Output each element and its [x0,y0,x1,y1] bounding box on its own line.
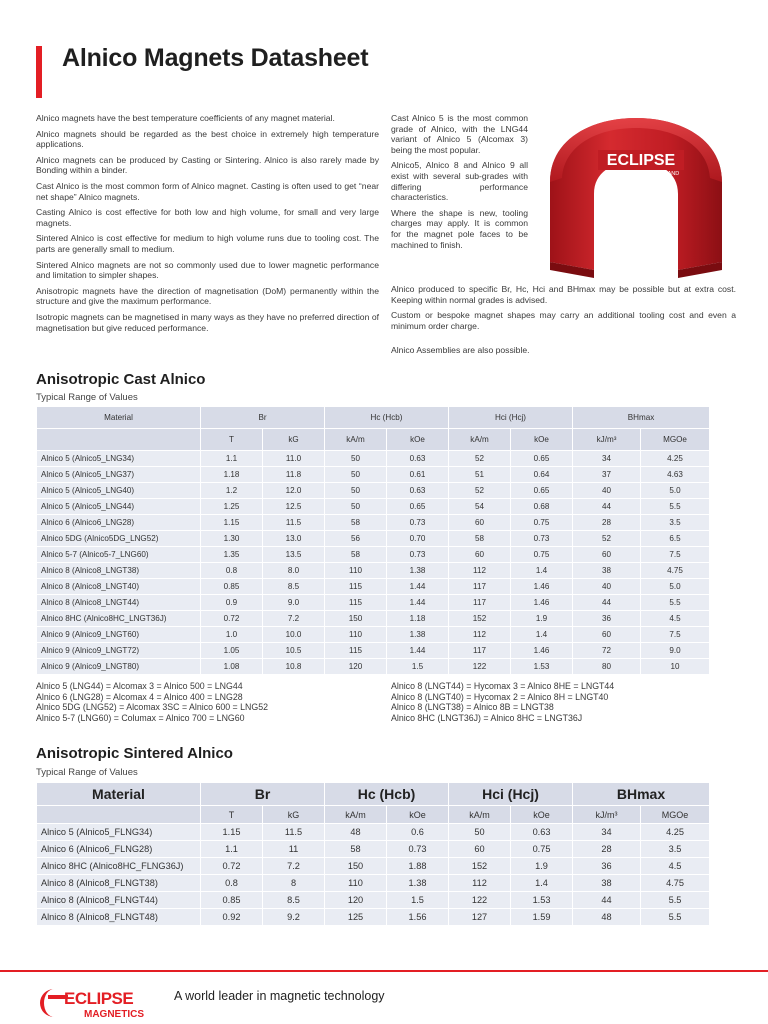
unit-cell: MGOe [641,806,710,824]
equivalent-line: Alnico 6 (LNG28) = Alcomax 4 = Alnico 400 = LNG28 [36,691,243,702]
value-cell: 9.0 [263,595,325,611]
material-cell: Alnico 5DG (Alnico5DG_LNG52) [37,531,201,547]
equivalent-line: Alnico 8 (LNGT38) = Alnico 8B = LNGT38 [391,702,554,713]
sintered-section-subtitle: Typical Range of Values [36,767,138,778]
value-cell: 0.64 [511,467,573,483]
value-cell: 112 [449,563,511,579]
unit-cell: kA/m [325,806,387,824]
value-cell: 58 [325,547,387,563]
value-cell: 1.15 [201,824,263,841]
table-row [37,515,710,531]
value-cell: 8.0 [263,563,325,579]
value-cell: 58 [325,841,387,858]
value-cell: 0.8 [201,563,263,579]
unit-cell: kOe [511,806,573,824]
value-cell: 1.05 [201,643,263,659]
value-cell: 1.44 [387,579,449,595]
intro-paragraph: Alnico Assemblies are also possible. [391,345,530,356]
equivalents-right [391,681,614,723]
value-cell: 50 [449,824,511,841]
value-cell: 7.2 [263,611,325,627]
value-cell: 1.46 [511,643,573,659]
value-cell: 4.75 [641,875,710,892]
value-cell: 1.2 [201,483,263,499]
value-cell: 6.5 [641,531,710,547]
value-cell: 11 [263,841,325,858]
value-cell: 12.5 [263,499,325,515]
value-cell: 60 [449,547,511,563]
value-cell: 60 [449,841,511,858]
unit-cell: kG [263,429,325,451]
value-cell: 1.4 [511,627,573,643]
value-cell: 5.5 [641,595,710,611]
intro-paragraph: Cast Alnico 5 is the most common grade of Alnico, with the LNG44 variant of Alnico 5 (Alcomax 3) being the most popular. [391,113,528,155]
material-cell: Alnico 5 (Alnico5_FLNG34) [37,824,201,841]
value-cell: 3.5 [641,515,710,531]
title-accent-bar [36,46,42,98]
value-cell: 152 [449,611,511,627]
value-cell: 0.72 [201,858,263,875]
value-cell: 1.4 [511,563,573,579]
value-cell: 8 [263,875,325,892]
value-cell: 1.56 [387,909,449,926]
unit-cell: kOe [511,429,573,451]
header-hci: Hci (Hcj) [449,783,573,806]
logo-line2: MAGNETICS [84,1009,144,1020]
value-cell: 1.9 [511,611,573,627]
value-cell: 60 [573,627,641,643]
value-cell: 1.1 [201,451,263,467]
intro-paragraph: Alnico produced to specific Br, Hc, Hci and BHmax may be possible but at extra cost. Keeping within normal grades is advised. [391,284,736,305]
value-cell: 4.75 [641,563,710,579]
value-cell: 4.5 [641,858,710,875]
equivalent-line: Alnico 5-7 (LNG60) = Columax = Alnico 700 = LNG60 [36,712,245,723]
intro-paragraph: Anisotropic magnets have the direction of magnetisation (DoM) permanently within the structure and give the maximum performance. [36,285,379,307]
value-cell: 0.70 [387,531,449,547]
value-cell: 50 [325,499,387,515]
table-row [37,499,710,515]
eclipse-logo-on-magnet [598,150,684,177]
value-cell: 0.73 [511,531,573,547]
value-cell: 58 [449,531,511,547]
value-cell: 127 [449,909,511,926]
table-row [37,659,710,675]
material-cell: Alnico 5 (Alnico5_LNG37) [37,467,201,483]
value-cell: 1.30 [201,531,263,547]
equivalent-line: Alnico 8 (LNGT44) = Hycomax 3 = Alnico 8HE = LNGT44 [391,681,615,691]
material-cell: Alnico 8HC (Alnico8HC_LNGT36J) [37,611,201,627]
value-cell: 115 [325,595,387,611]
material-cell: Alnico 8 (Alnico8_FLNGT44) [37,892,201,909]
value-cell: 56 [325,531,387,547]
intro-left-column [36,113,379,338]
table-row [37,858,710,875]
unit-cell: MGOe [641,429,710,451]
unit-cell: kOe [387,429,449,451]
value-cell: 1.5 [387,659,449,675]
table-row [37,841,710,858]
header-material: Material [37,783,201,806]
value-cell: 1.44 [387,595,449,611]
value-cell: 110 [325,875,387,892]
intro-mid-column [391,113,528,255]
value-cell: 122 [449,892,511,909]
value-cell: 50 [325,483,387,499]
table-row [37,824,710,841]
value-cell: 1.46 [511,579,573,595]
material-cell: Alnico 8 (Alnico8_FLNGT48) [37,909,201,926]
value-cell: 9.2 [263,909,325,926]
table-row [37,611,710,627]
value-cell: 0.63 [387,451,449,467]
value-cell: 10.5 [263,643,325,659]
value-cell: 1.88 [387,858,449,875]
header-material: Material [37,407,201,429]
value-cell: 4.25 [641,824,710,841]
value-cell: 1.1 [201,841,263,858]
intro-paragraph: Sintered Alnico is cost effective for medium to high volume runs due to tooling cost. The parts are generally small to medium. [36,233,379,254]
value-cell: 11.5 [263,515,325,531]
value-cell: 5.0 [641,483,710,499]
value-cell: 5.5 [641,909,710,926]
unit-cell: kG [263,806,325,824]
table-row [37,875,710,892]
value-cell: 1.53 [511,659,573,675]
value-cell: 0.9 [201,595,263,611]
value-cell: 125 [325,909,387,926]
sintered-alnico-table [36,782,710,926]
table-row [37,892,710,909]
intro-right-column [391,284,736,361]
value-cell: 34 [573,451,641,467]
material-cell: Alnico 8 (Alnico8_LNGT44) [37,595,201,611]
value-cell: 60 [449,515,511,531]
table-row [37,483,710,499]
value-cell: 122 [449,659,511,675]
intro-paragraph: Alnico5, Alnico 8 and Alnico 9 all exist with several sub-grades with differing performance characteristics. [391,160,528,203]
intro-paragraph: Casting Alnico is cost effective for both low and high volume, for small and very large magnets. [36,207,379,228]
value-cell: 1.18 [387,611,449,627]
value-cell: 0.65 [511,483,573,499]
value-cell: 51 [449,467,511,483]
equivalent-line: Alnico 8 (LNGT40) = Hycomax 2 = Alnico 8H = LNGT40 [391,691,609,702]
value-cell: 1.9 [511,858,573,875]
sintered-table-body [37,824,710,926]
header-bhmax: BHmax [573,783,710,806]
intro-paragraph: Alnico magnets can be produced by Casting or Sintering. Alnico is also rarely made by Bonding within a binder. [36,154,379,176]
page-title: Alnico Magnets Datasheet [62,44,369,72]
value-cell: 44 [573,595,641,611]
material-cell: Alnico 6 (Alnico6_FLNG28) [37,841,201,858]
equivalents-left [36,681,268,723]
value-cell: 34 [573,824,641,841]
value-cell: 0.85 [201,579,263,595]
value-cell: 40 [573,483,641,499]
value-cell: 0.6 [387,824,449,841]
unit-cell: kJ/m³ [573,429,641,451]
material-cell: Alnico 5-7 (Alnico5-7_LNG60) [37,547,201,563]
value-cell: 0.65 [387,499,449,515]
value-cell: 1.5 [387,892,449,909]
table-row [37,627,710,643]
value-cell: 0.75 [511,841,573,858]
header-bhmax: BHmax [573,407,710,429]
unit-cell: kJ/m³ [573,806,641,824]
value-cell: 0.73 [387,547,449,563]
cast-table-body [37,451,710,675]
value-cell: 0.8 [201,875,263,892]
value-cell: 0.73 [387,515,449,531]
value-cell: 0.63 [387,483,449,499]
material-cell: Alnico 8HC (Alnico8HC_FLNG36J) [37,858,201,875]
header-br: Br [201,783,325,806]
value-cell: 1.38 [387,875,449,892]
value-cell: 115 [325,643,387,659]
header-unit-blank [37,429,201,451]
unit-cell: kOe [387,806,449,824]
unit-cell: kA/m [449,806,511,824]
value-cell: 36 [573,611,641,627]
value-cell: 37 [573,467,641,483]
value-cell: 72 [573,643,641,659]
value-cell: 0.65 [511,451,573,467]
value-cell: 1.0 [201,627,263,643]
value-cell: 5.5 [641,892,710,909]
value-cell: 7.5 [641,627,710,643]
material-cell: Alnico 8 (Alnico8_LNGT38) [37,563,201,579]
table-row [37,643,710,659]
value-cell: 48 [325,824,387,841]
value-cell: 117 [449,579,511,595]
value-cell: 1.25 [201,499,263,515]
value-cell: 1.15 [201,515,263,531]
intro-paragraph: Cast Alnico is the most common form of Alnico magnet. Casting is often used to get “near net shape” Alnico magnets. [36,180,379,202]
value-cell: 11.0 [263,451,325,467]
value-cell: 52 [573,531,641,547]
equivalent-line: Alnico 8HC (LNGT36J) = Alnico 8HC = LNGT36J [391,712,583,723]
value-cell: 4.63 [641,467,710,483]
value-cell: 10.8 [263,659,325,675]
value-cell: 50 [325,451,387,467]
value-cell: 110 [325,627,387,643]
value-cell: 0.85 [201,892,263,909]
value-cell: 13.0 [263,531,325,547]
table-row [37,579,710,595]
value-cell: 3.5 [641,841,710,858]
value-cell: 0.73 [387,841,449,858]
intro-paragraph: Isotropic magnets can be magnetised in many ways as they have no preferred direction of magnetisation but give reduced performance. [36,311,379,333]
value-cell: 5.0 [641,579,710,595]
value-cell: 1.08 [201,659,263,675]
eclipse-magnetics-logo [34,985,164,1021]
value-cell: 0.92 [201,909,263,926]
table-row [37,909,710,926]
value-cell: 40 [573,579,641,595]
value-cell: 1.38 [387,563,449,579]
value-cell: 117 [449,595,511,611]
material-cell: Alnico 9 (Alnico9_LNGT60) [37,627,201,643]
table-row [37,531,710,547]
value-cell: 50 [325,467,387,483]
value-cell: 60 [573,547,641,563]
footer-divider [0,970,768,972]
header-hc: Hc (Hcb) [325,407,449,429]
value-cell: 11.8 [263,467,325,483]
unit-cell: kA/m [325,429,387,451]
intro-paragraph: Alnico magnets should be regarded as the best choice in extremely high temperature applications. [36,128,379,150]
value-cell: 7.5 [641,547,710,563]
header-hci: Hci (Hcj) [449,407,573,429]
sintered-section-heading: Anisotropic Sintered Alnico [36,745,233,762]
value-cell: 1.18 [201,467,263,483]
value-cell: 52 [449,483,511,499]
value-cell: 7.2 [263,858,325,875]
unit-cell: kA/m [449,429,511,451]
value-cell: 80 [573,659,641,675]
value-cell: 28 [573,515,641,531]
intro-paragraph: Custom or bespoke magnet shapes may carry an additional tooling cost and even a minimum order charge. [391,310,736,331]
value-cell: 10.0 [263,627,325,643]
value-cell: 0.75 [511,515,573,531]
value-cell: 0.75 [511,547,573,563]
table-row [37,547,710,563]
material-cell: Alnico 9 (Alnico9_LNGT72) [37,643,201,659]
value-cell: 10 [641,659,710,675]
value-cell: 0.61 [387,467,449,483]
unit-cell: T [201,429,263,451]
value-cell: 150 [325,611,387,627]
value-cell: 4.25 [641,451,710,467]
value-cell: 1.44 [387,643,449,659]
intro-paragraph: Sintered Alnico magnets are not so commonly used due to lower magnetic performance and limitation to simpler shapes. [36,259,379,281]
value-cell: 54 [449,499,511,515]
material-cell: Alnico 9 (Alnico9_LNGT80) [37,659,201,675]
value-cell: 9.0 [641,643,710,659]
material-cell: Alnico 5 (Alnico5_LNG44) [37,499,201,515]
value-cell: 1.35 [201,547,263,563]
value-cell: 120 [325,659,387,675]
table-row [37,563,710,579]
value-cell: 58 [325,515,387,531]
intro-paragraph: Alnico magnets have the best temperature coefficients of any magnet material. [36,113,335,123]
header-hc: Hc (Hcb) [325,783,449,806]
value-cell: 115 [325,579,387,595]
equivalent-line: Alnico 5 (LNG44) = Alcomax 3 = Alnico 500 = LNG44 [36,681,243,691]
unit-cell: T [201,806,263,824]
equivalent-line: Alnico 5DG (LNG52) = Alcomax 3SC = Alnico 600 = LNG52 [36,702,269,713]
value-cell: 120 [325,892,387,909]
value-cell: 12.0 [263,483,325,499]
material-cell: Alnico 5 (Alnico5_LNG40) [37,483,201,499]
magnet-brand-subtext: SHEFFIELD ENGLAND [620,171,680,177]
intro-paragraph: Where the shape is new, tooling charges may apply. It is common for the magnet pole faces to be machined to finish. [391,207,528,250]
value-cell: 38 [573,563,641,579]
horseshoe-magnet-image [532,112,738,280]
value-cell: 0.68 [511,499,573,515]
value-cell: 152 [449,858,511,875]
cast-section-subtitle: Typical Range of Values [36,392,138,403]
value-cell: 1.46 [511,595,573,611]
value-cell: 52 [449,451,511,467]
value-cell: 48 [573,909,641,926]
magnet-brand-text: ECLIPSE [606,152,676,169]
value-cell: 1.4 [511,875,573,892]
value-cell: 38 [573,875,641,892]
value-cell: 36 [573,858,641,875]
footer-tagline: A world leader in magnetic technology [174,989,385,1003]
material-cell: Alnico 8 (Alnico8_LNGT40) [37,579,201,595]
cast-alnico-table [36,406,710,675]
cast-section-heading: Anisotropic Cast Alnico [36,371,206,388]
value-cell: 0.63 [511,824,573,841]
value-cell: 1.38 [387,627,449,643]
value-cell: 117 [449,643,511,659]
value-cell: 110 [325,563,387,579]
value-cell: 1.53 [511,892,573,909]
value-cell: 1.59 [511,909,573,926]
value-cell: 28 [573,841,641,858]
value-cell: 44 [573,499,641,515]
material-cell: Alnico 5 (Alnico5_LNG34) [37,451,201,467]
value-cell: 13.5 [263,547,325,563]
table-row [37,595,710,611]
header-br: Br [201,407,325,429]
header-unit-blank [37,806,201,824]
value-cell: 8.5 [263,892,325,909]
material-cell: Alnico 6 (Alnico6_LNG28) [37,515,201,531]
table-row [37,451,710,467]
material-cell: Alnico 8 (Alnico8_FLNGT38) [37,875,201,892]
value-cell: 112 [449,875,511,892]
value-cell: 44 [573,892,641,909]
value-cell: 0.72 [201,611,263,627]
value-cell: 5.5 [641,499,710,515]
value-cell: 112 [449,627,511,643]
table-row [37,467,710,483]
value-cell: 8.5 [263,579,325,595]
logo-line1: ECLIPSE [64,989,134,1008]
value-cell: 150 [325,858,387,875]
value-cell: 11.5 [263,824,325,841]
value-cell: 4.5 [641,611,710,627]
